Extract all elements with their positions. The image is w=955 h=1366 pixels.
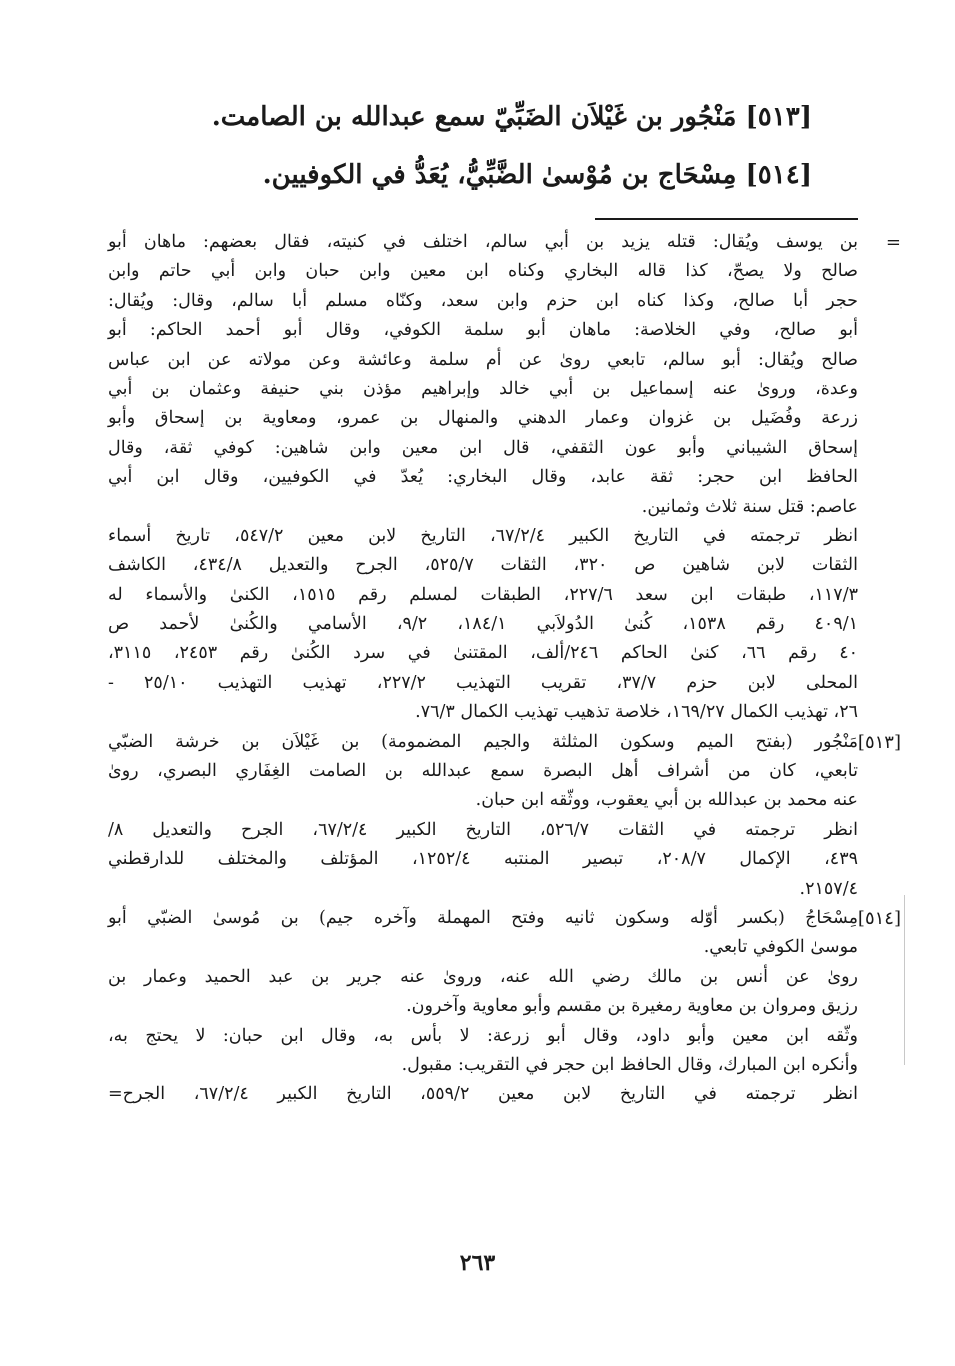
footnote-separator-rule [595, 218, 858, 220]
sources-line: ٢٦، تهذيب الكمال ١٦٩/٢٧، خلاصة تذهيب تهذيب الكمال ٧٦/٣. [415, 702, 858, 723]
footnote-514-narrators: روىٰ عن أنس بن مالك رضي الله عنه، وروىٰ عنه جرير بن عبد الحميد وعمار بن [108, 966, 858, 987]
footnote-line: الحافظ ابن حجر: ثقة عابد، وقال البخاري: يُعدّ في الكوفيين، وقال ابن أبي [108, 467, 858, 488]
footnote-513-label: [٥١٣] [857, 731, 901, 753]
footnote-514-sources: انظر ترجمته في التاريخ لابن معين ٥٥٩/٢، التاريخ الكبير ٦٧/٢/٤، الجرح= [108, 1084, 858, 1105]
sources-line: المحلى لابن حزم ٣٧/٧، تقريب التهذيب ٢٢٧/٢، تهذيب التهذيب ٢٥/١٠ - [108, 672, 858, 693]
footnote-514-line: موسىٰ الكوفي تابعي. [703, 937, 858, 958]
footnote-line: صالح ويُقال: أبو سالم، تابعي روىٰ عن أم سلمة وعائشة وعن مولاته عن ابن عباس [108, 349, 858, 370]
footnote-513-line: عنه محمد بن عبدالله بن أبي يعقوب، ووثّقه ابن حبان. [475, 790, 858, 811]
footnote-514-grading: وأنكره ابن المبارك، وقال الحافظ ابن حجر في التقريب: مقبول. [401, 1054, 858, 1075]
sources-line: الثقات لابن شاهين ص ٣٢٠، الثقات ٥٢٥/٧، الجرح والتعديل ٤٣٤/٨، الكاشف [108, 555, 858, 576]
footnote-line: أبو صالح، وفي الخلاصة: ماهان أبو سلمة الكوفي، وقال أبو أحمد الحاكم: أبو [108, 320, 858, 341]
footnote-line: حجر أبا صالح، وكذا كناه ابن حزم وابن سعد، وكنّاه مسلم أبا سالم، وقال: ويُقال: [108, 290, 858, 311]
sources-line: ١١٧/٣، طبقات ابن سعد ٢٢٧/٦، الطبقات لمسلم رقم ١٥١٥، الكنىٰ والأسماء له [108, 584, 858, 605]
footnote-514-narrators: رزيق ومروان بن معاوية رمغيرة بن مقسم وأبو معاوية وآخرون. [406, 996, 858, 1017]
footnote-513-line: تابعي، كان من أشراف أهل البصرة سمع عبدالله بن الصامت الغِفَاري البصري، روىٰ [108, 761, 858, 782]
footnote-text: مِسْحَاجُ (بكسر أوّله وسكون ثانيه وفتح المهملة وآخره جيم) بن مُوسىٰ الضبّي أبو [108, 907, 858, 928]
footnote-line: عاصم: قتل سنة ثلاث وثمانين. [641, 496, 858, 517]
footnote-513-sources: ٤٣٩، الإكمال ٢٠٨/٧، تبصير المنتبه ١٢٥٢/٤، المؤتلف والمختلف للدارقطني [108, 849, 858, 870]
footnote-line: إسحاق الشيباني وأبو عون الثقفي، قال ابن معين وابن شاهين: كوفي ثقة، وقال [108, 437, 858, 458]
footnote-514-grading: وثّقه ابن معين وأبو داود، وقال أبو زرعة: لا بأس به، وقال ابن حبان: لا يحتج به، [108, 1025, 858, 1046]
page-number: ٢٦٣ [459, 1250, 496, 1276]
footnote-line: زرعة وفُضَيل بن غزوان وعمار الدهني والمنهال بن عمرو، ومعاوية بن إسحاق وأبو [108, 408, 858, 429]
footnote-513-sources: ٢١٥٧/٤. [799, 878, 858, 899]
footnote-513-line [108, 728, 901, 757]
sources-line: انظر ترجمته في التاريخ الكبير ٦٧/٢/٤، التاريخ لابن معين ٥٤٧/٢، تاريخ أسماء [108, 525, 858, 546]
footnote-513-sources: انظر ترجمته في الثقات ٥٢٦/٧، التاريخ الكبير ٦٧/٢/٤، الجرح والتعديل ٨/ [108, 819, 858, 840]
footnote-514-line [108, 904, 901, 933]
sources-line: ٤٠ رقم ٦٦، كنىٰ الحاكم ٢٤٦/ألف، المقتنىٰ في سرد الكُنىٰ رقم ٢٤٥٣، ٣١١٥، [108, 643, 858, 664]
footnote-line: صالح ولا يصحّ، كذا قاله البخاري وكناه ابن معين وابن حبان وابن أبي حاتم وابن [108, 261, 858, 282]
footnote-line: وعدة، وروىٰ عنه إسماعيل بن أبي خالد وإبراهيم مؤذن بني حنيفة وعثمان بن أبي [108, 378, 858, 399]
main-entry-514: [٥١٤] مِسْحَاج بن مُوْسىٰ الضَّبِّيُّ، يُعَدُّ في الكوفيين. [262, 160, 812, 190]
main-entry-513: [٥١٣] مَنْجُور بن غَيْلاَن الضَبِّيّ سمع عبدالله بن الصامت. [211, 102, 812, 132]
footnote-text: بن يوسف ويُقال: قتله يزيد بن أبي سالم، اختلف في كنيته، فقال بعضهم: ماهان أبو [108, 232, 858, 252]
footnote-514-label: [٥١٤] [857, 907, 901, 929]
continuation-marker: = [885, 232, 901, 253]
main-text [132, 88, 812, 204]
footnote-line [108, 228, 901, 257]
sources-line: ٤٠٩/١ رقم ١٥٣٨، كُنىٰ الدُولاَبي ١٨٤/١، ٩/٢، الأسامي والكُنىٰ لأحمد ص [108, 614, 859, 635]
footnotes [108, 228, 901, 1110]
footnote-text: مَنْجُور (بفتح الميم وسكون المثلثة والجيم المضمومة) بن غَيْلاَن بن خرشة الضبّي [108, 731, 858, 752]
scan-margin-line [904, 895, 905, 1065]
